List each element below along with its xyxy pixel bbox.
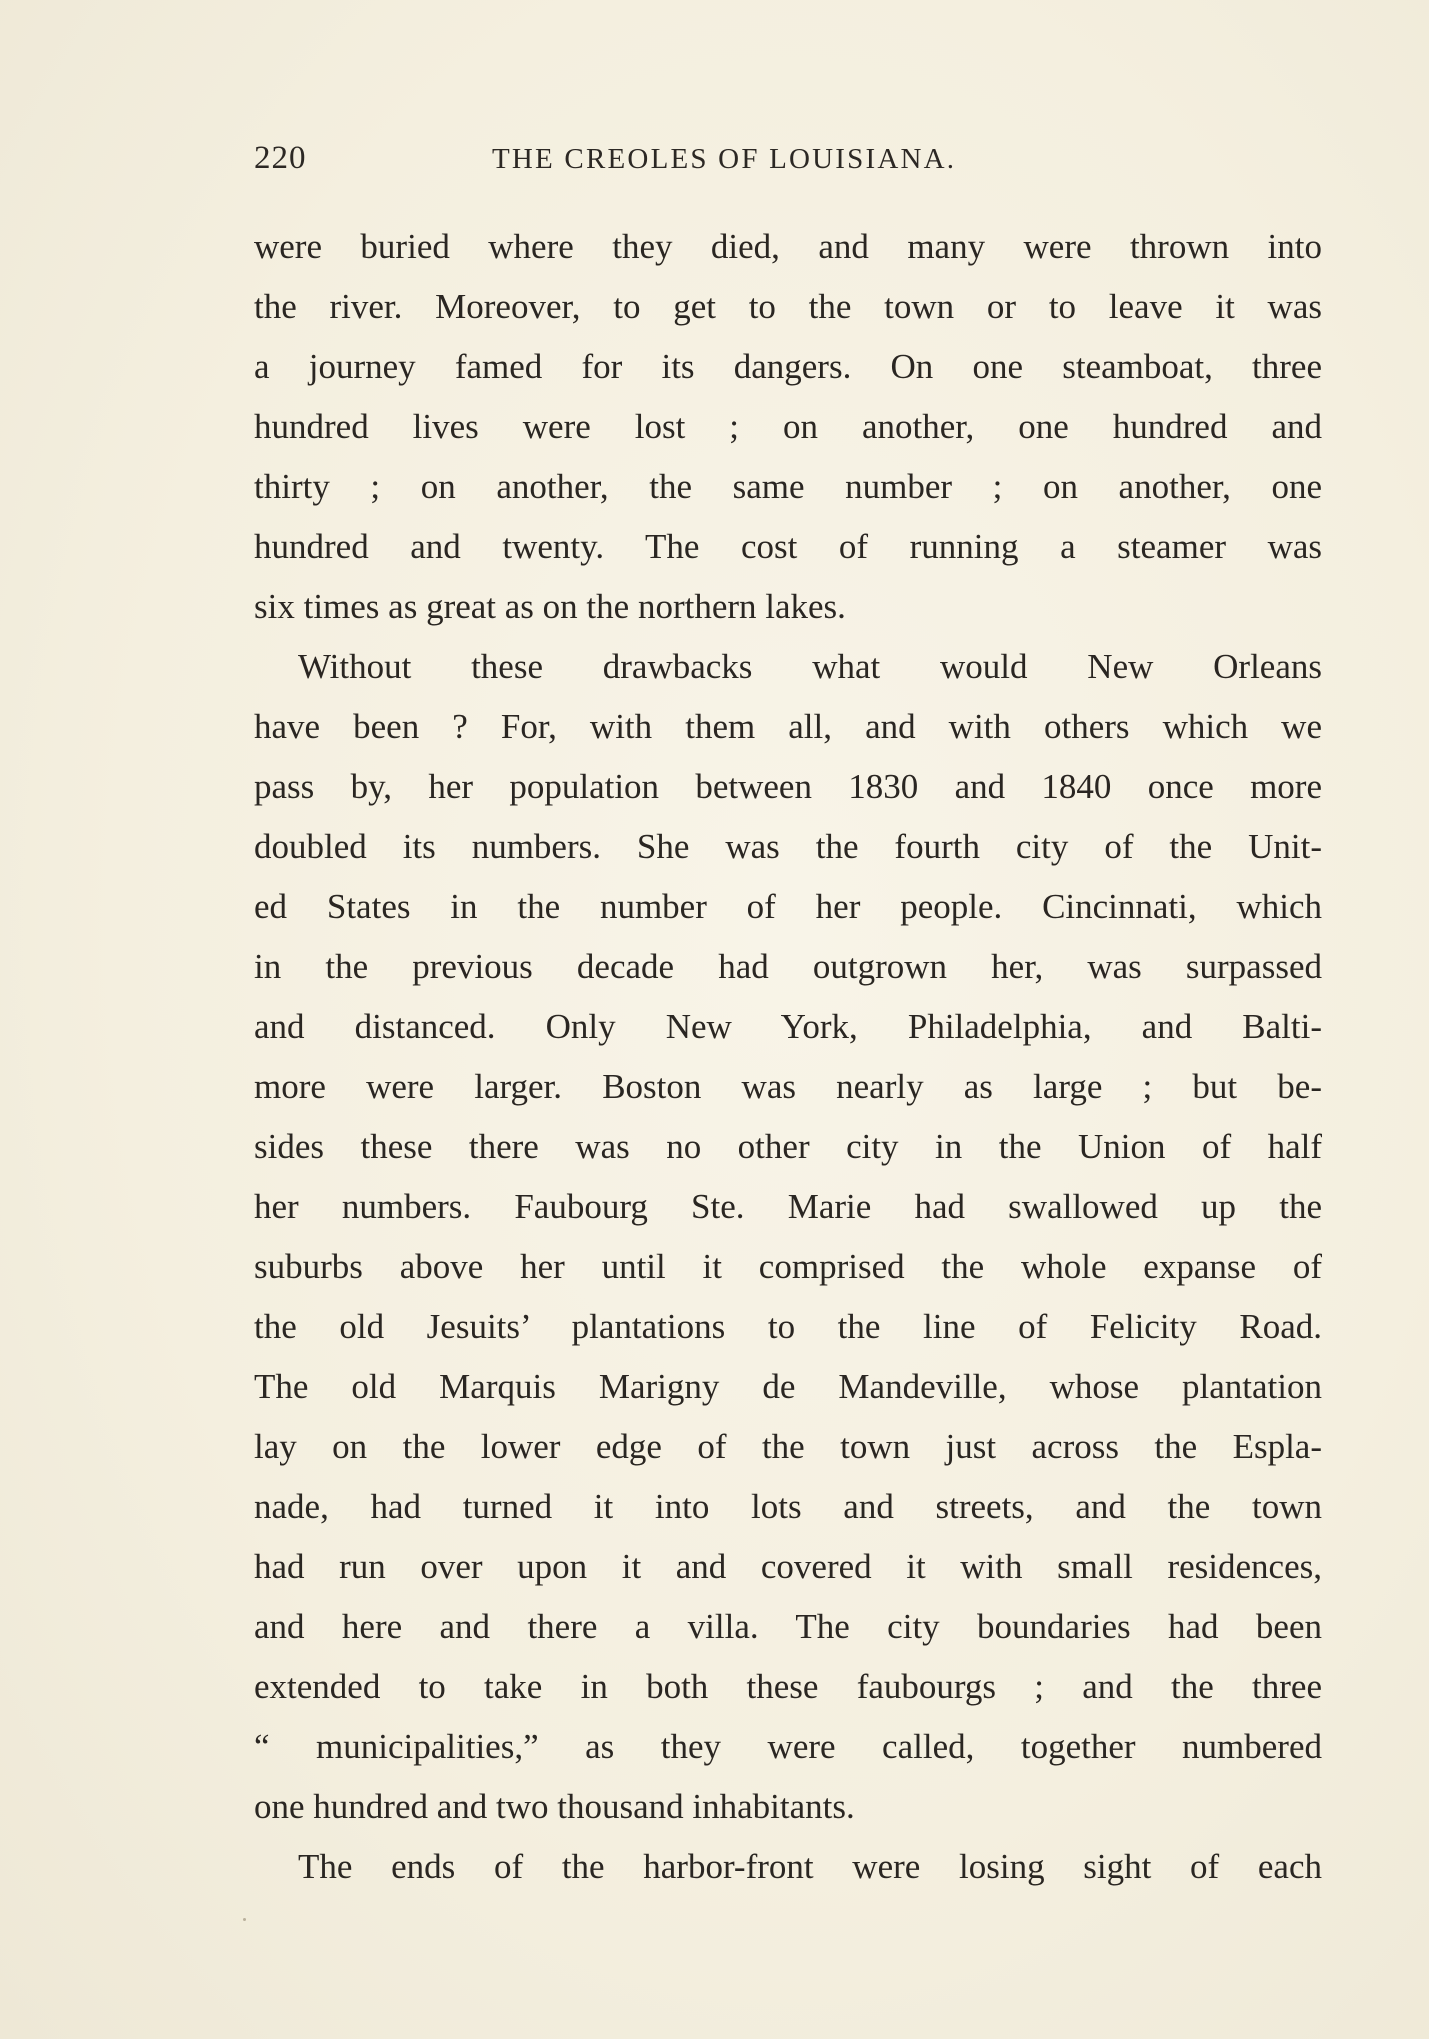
text-line: pass by, her population between 1830 and 1840 once more xyxy=(254,767,1322,806)
text-line: the old Jesuits’ plantations to the line of Felicity Road. xyxy=(254,1307,1322,1346)
text-line: hundred and twenty. The cost of running a steamer was xyxy=(254,527,1322,566)
text-line: ed States in the number of her people. Cincinnati, which xyxy=(254,887,1322,926)
text-line: extended to take in both these faubourgs ; and the three xyxy=(254,1667,1322,1706)
running-title: THE CREOLES OF LOUISIANA. xyxy=(492,143,957,175)
text-line: lay on the lower edge of the town just across the Espla- xyxy=(254,1427,1322,1466)
paragraph-start-line: Without these drawbacks what would New Orleans xyxy=(298,647,1322,686)
text-line: and here and there a villa. The city boundaries had been xyxy=(254,1607,1322,1646)
text-line: The old Marquis Marigny de Mandeville, whose plantation xyxy=(254,1367,1322,1406)
text-line: her numbers. Faubourg Ste. Marie had swallowed up the xyxy=(254,1187,1322,1226)
text-line: suburbs above her until it comprised the whole expanse of xyxy=(254,1247,1322,1286)
paragraph-end-line: one hundred and two thousand inhabitants. xyxy=(254,1787,855,1826)
text-line: in the previous decade had outgrown her, was surpassed xyxy=(254,947,1322,986)
text-line: a journey famed for its dangers. On one steamboat, three xyxy=(254,347,1322,386)
text-line: thirty ; on another, the same number ; on another, one xyxy=(254,467,1322,506)
running-head xyxy=(254,140,1322,184)
paragraph-end-line: six times as great as on the northern lakes. xyxy=(254,587,846,626)
paragraph-start-line: The ends of the harbor-front were losing sight of each xyxy=(298,1847,1322,1886)
text-line: “ municipalities,” as they were called, together numbered xyxy=(254,1727,1322,1766)
text-line: more were larger. Boston was nearly as large ; but be- xyxy=(254,1067,1322,1106)
text-line: sides these there was no other city in the Union of half xyxy=(254,1127,1322,1166)
text-line: the river. Moreover, to get to the town or to leave it was xyxy=(254,287,1322,326)
text-line: doubled its numbers. She was the fourth city of the Unit- xyxy=(254,827,1322,866)
text-line: were buried where they died, and many were thrown into xyxy=(254,227,1322,266)
text-line: hundred lives were lost ; on another, one hundred and xyxy=(254,407,1322,446)
page-number: 220 xyxy=(254,140,307,176)
text-line: had run over upon it and covered it with small residences, xyxy=(254,1547,1322,1586)
text-line: have been ? For, with them all, and with others which we xyxy=(254,707,1322,746)
body-text xyxy=(254,217,1322,1897)
text-line: nade, had turned it into lots and streets, and the town xyxy=(254,1487,1322,1526)
paper-speck xyxy=(243,1918,246,1921)
text-line: and distanced. Only New York, Philadelphia, and Balti- xyxy=(254,1007,1322,1046)
